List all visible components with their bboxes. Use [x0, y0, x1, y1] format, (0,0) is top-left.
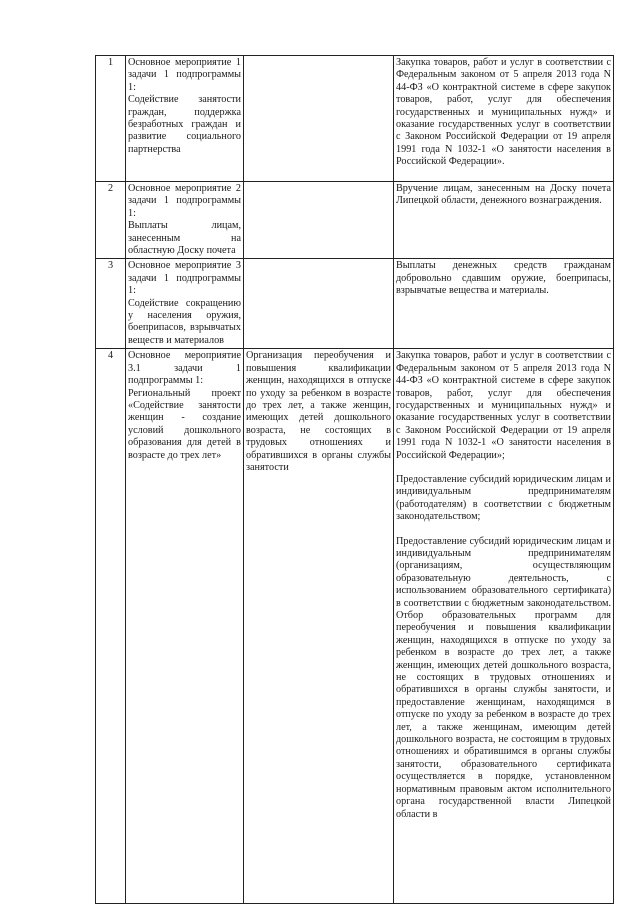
mechanism-cell: [394, 349, 614, 904]
measure-cell: [126, 349, 244, 904]
measure-text: Содействие сокращению у населения оружия, боеприпасов, взрывчатых веществ и материалов: [128, 297, 241, 346]
description-cell: [244, 56, 394, 182]
table-row: [96, 182, 614, 259]
mechanism-cell: [394, 182, 614, 259]
measure-cell: [126, 56, 244, 182]
measure-text: Выплаты лицам, занесенным на областную Доску почета: [128, 220, 241, 257]
mechanism-text-procurement: Закупка товаров, работ и услуг в соответствии с Федеральным законом от 5 апреля 2013 года N 44-ФЗ «О контрактной системе в сфере закупок товаров, работ, услуг для обеспечения государственных и муниципальных нужд» и оказание государственных услуг в соответствии с Законом Российской Федерации от 19 апреля 1991 года N 1032-1 «О занятости населения в Российской Федерации»;: [396, 350, 611, 461]
mechanism-text: Выплаты денежных средств гражданам добровольно сдавшим оружие, боеприпасы, взрывчатые вещества и материалы.: [396, 260, 611, 297]
mechanism-text: Закупка товаров, работ и услуг в соответствии с Федеральным законом от 5 апреля 2013 года N 44-ФЗ «О контрактной системе в сфере закупок товаров, работ, услуг для обеспечения государственных и муниципальных нужд» и оказание государственных услуг в соответствии с Законом Российской Федерации от 19 апреля 1991 года N 1032-1 «О занятости населения в Российской Федерации».: [396, 57, 611, 168]
measure-cell: [126, 259, 244, 349]
description-cell: [244, 182, 394, 259]
table-row: [96, 56, 614, 182]
measure-text: Содействие занятости граждан, поддержка безработных граждан и развитие социального партнерства: [128, 94, 241, 155]
measure-title: Основное мероприятие 3 задачи 1 подпрограммы 1:: [128, 260, 241, 297]
description-cell: [244, 259, 394, 349]
measure-cell: [126, 182, 244, 259]
mechanism-cell: [394, 259, 614, 349]
description-cell: Организация переобучения и повышения квалификации женщин, находящихся в отпуске по уходу за ребенком в возрасте до трех лет, а также женщин, имеющих детей дошкольного возраста, не состоящих в трудовых отношениях и обратившихся в органы службы занятости: [244, 349, 394, 904]
measure-title: Основное мероприятие 1 задачи 1 подпрограммы 1:: [128, 57, 241, 93]
table-row: [96, 349, 614, 904]
mechanism-text-subsidies-employers: Предоставление субсидий юридическим лицам и индивидуальным предпринимателям (работодателям) в соответствии с бюджетным законодательством;: [396, 473, 611, 523]
row-number: 3: [96, 259, 126, 349]
measure-text: Региональный проект «Содействие занятости женщин - создание условий дошкольного образования для детей в возрасте до трех лет»: [128, 387, 241, 461]
row-number: 4: [96, 349, 126, 904]
measures-table: [95, 55, 614, 904]
row-number: 2: [96, 182, 126, 259]
row-number: 1: [96, 56, 126, 182]
mechanism-text: Вручение лицам, занесенным на Доску почета Липецкой области, денежного вознаграждения.: [396, 183, 611, 207]
mechanism-text-subsidies-education: Предоставление субсидий юридическим лицам и индивидуальным предпринимателям (организациям, осуществляющим образовательную деятельность, с использованием образовательного сертификата) в соответствии с бюджетным законодательством. Отбор образовательных программ для переобучения и повышения квалификации женщин, находящихся в отпуске по уходу за ребенком в возрасте до трех лет, а также женщин, имеющих детей дошкольного возраста, не состоящих в трудовых отношениях и обратившихся в органы службы занятости, и предоставление женщинам, находящимся в отпуске по уходу за ребенком в возрасте до трех лет, а также женщинам, имеющим детей дошкольного возраста, не состоящим в трудовых отношениях и обратившимся в органы службы занятости, образовательного сертификата осуществляется в порядке, установленном нормативным правовым актом исполнительного органа государственной власти Липецкой области в: [396, 535, 611, 820]
mechanism-cell: [394, 56, 614, 182]
measure-title: Основное мероприятие 2 задачи 1 подпрограммы 1:: [128, 183, 241, 219]
table-row: [96, 259, 614, 349]
measure-title: Основное мероприятие 3.1 задачи 1 подпрограммы 1:: [128, 350, 241, 387]
